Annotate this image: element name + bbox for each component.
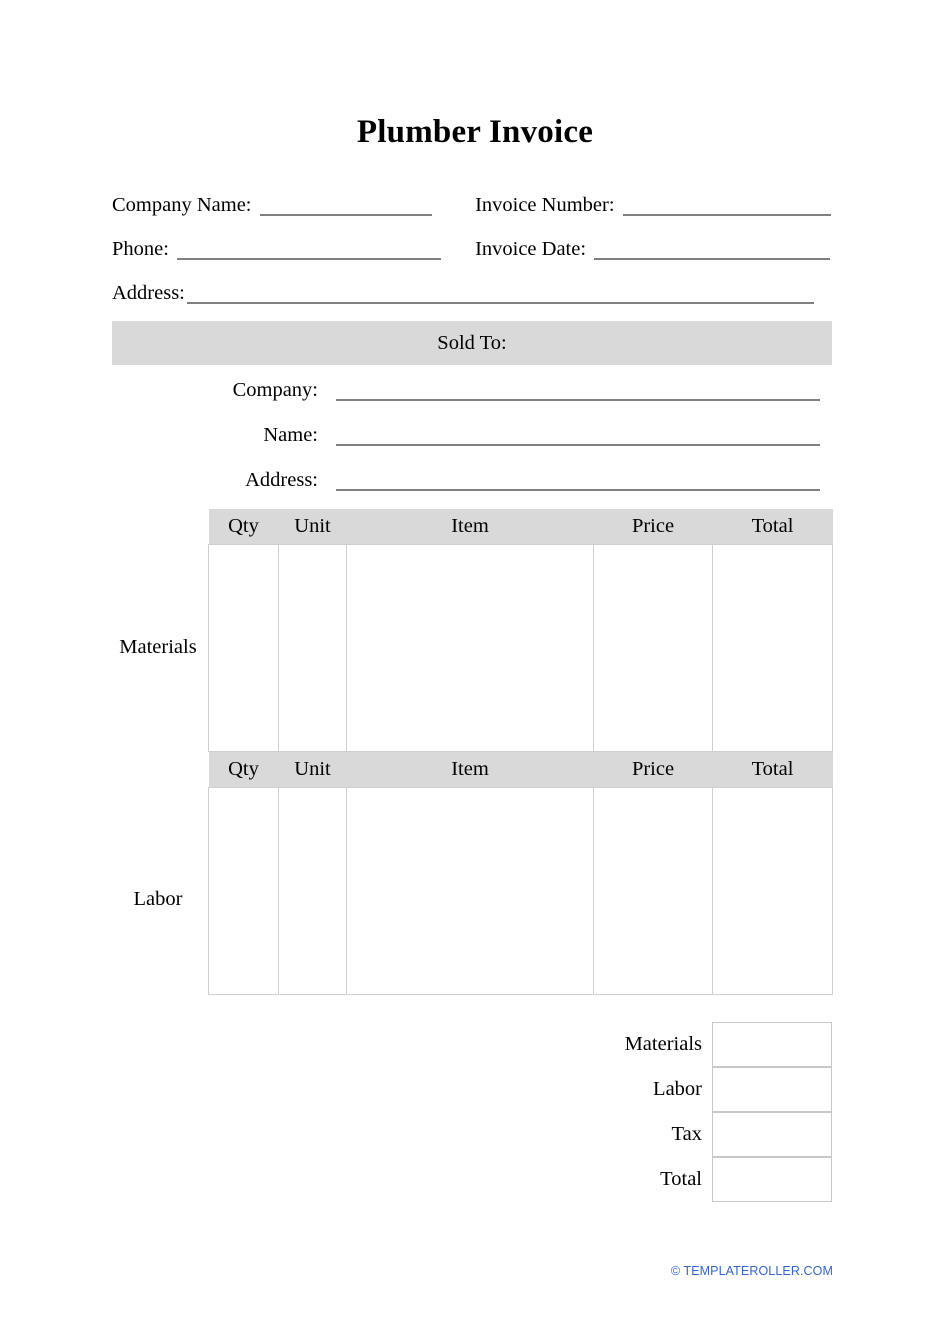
field-address[interactable] (112, 282, 814, 304)
header-row-company-invoice-number (112, 190, 838, 216)
sold-to-field-address[interactable] (112, 465, 820, 491)
labor-cell-item[interactable] (347, 788, 594, 995)
company-name-label: Company Name: (112, 194, 252, 216)
labor-col-qty: Qty (209, 752, 279, 788)
sold-to-heading (112, 321, 832, 365)
sold-to-name-label: Name: (263, 424, 318, 446)
totals-row-materials (520, 1022, 832, 1067)
address-label: Address: (112, 282, 185, 304)
totals-row-labor (520, 1067, 832, 1112)
sold-to-address-input[interactable] (336, 470, 820, 491)
phone-label: Phone: (112, 238, 169, 260)
totals-section (520, 1022, 832, 1202)
invoice-number-label: Invoice Number: (475, 194, 615, 216)
phone-input[interactable] (177, 239, 441, 260)
sold-to-field-name[interactable] (112, 420, 820, 446)
invoice-date-input[interactable] (594, 239, 830, 260)
materials-col-unit: Unit (279, 509, 347, 545)
totals-input-tax[interactable] (712, 1112, 832, 1157)
labor-cell-price[interactable] (594, 788, 713, 995)
materials-cell-unit[interactable] (279, 545, 347, 752)
header-row-address (112, 278, 838, 304)
labor-col-total: Total (713, 752, 833, 788)
section-label-labor: Labor (133, 888, 183, 910)
labor-col-unit: Unit (279, 752, 347, 788)
sold-to-name-input[interactable] (336, 425, 820, 446)
labor-table (208, 752, 833, 995)
sold-to-field-company[interactable] (112, 375, 820, 401)
labor-col-item: Item (347, 752, 594, 788)
totals-label-labor: Labor (653, 1078, 702, 1100)
materials-cell-price[interactable] (594, 545, 713, 752)
header-row-phone-invoice-date (112, 234, 838, 260)
totals-label-tax: Tax (671, 1123, 702, 1145)
section-label-materials: Materials (119, 636, 197, 658)
materials-col-item: Item (347, 509, 594, 545)
invoice-number-input[interactable] (623, 195, 831, 216)
invoice-date-label: Invoice Date: (475, 238, 587, 260)
sold-to-heading-label: Sold To: (437, 331, 507, 354)
sold-to-company-input[interactable] (336, 380, 820, 401)
totals-input-labor[interactable] (712, 1067, 832, 1112)
totals-row-tax (520, 1112, 832, 1157)
sold-to-company-label: Company: (232, 379, 318, 401)
sold-to-address-label: Address: (245, 469, 318, 491)
materials-cell-item[interactable] (347, 545, 594, 752)
labor-entry-row (209, 788, 833, 995)
labor-table-header-row (209, 752, 833, 788)
materials-col-price: Price (594, 509, 713, 545)
materials-table-header-row (209, 509, 833, 545)
totals-input-total[interactable] (712, 1157, 832, 1202)
company-name-input[interactable] (260, 195, 432, 216)
materials-cell-total[interactable] (713, 545, 833, 752)
field-phone[interactable] (112, 238, 465, 260)
totals-input-materials[interactable] (712, 1022, 832, 1067)
totals-label-materials: Materials (624, 1033, 702, 1055)
labor-cell-total[interactable] (713, 788, 833, 995)
field-invoice-number[interactable] (475, 194, 838, 216)
materials-table (208, 509, 833, 752)
field-invoice-date[interactable] (475, 238, 838, 260)
address-input[interactable] (187, 283, 814, 304)
page-title: Plumber Invoice (356, 114, 594, 150)
materials-entry-row (209, 545, 833, 752)
totals-label-total: Total (660, 1168, 702, 1190)
totals-row-total (520, 1157, 832, 1202)
materials-cell-qty[interactable] (209, 545, 279, 752)
labor-cell-qty[interactable] (209, 788, 279, 995)
labor-col-price: Price (594, 752, 713, 788)
materials-col-total: Total (713, 509, 833, 545)
materials-col-qty: Qty (209, 509, 279, 545)
labor-cell-unit[interactable] (279, 788, 347, 995)
field-company-name[interactable] (112, 194, 465, 216)
footer-copyright[interactable]: © TEMPLATEROLLER.COM (670, 1264, 833, 1278)
